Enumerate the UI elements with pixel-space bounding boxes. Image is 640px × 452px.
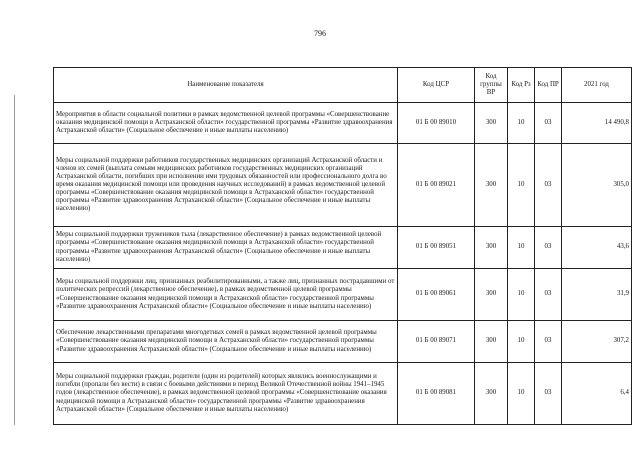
row-amount: 307,2: [562, 321, 632, 363]
row-rz: 10: [508, 103, 535, 144]
table-row: [54, 144, 632, 227]
row-name: Меры социальной поддержки тружеников тыла (лекарственное обеспечение) в рамках ведомственной целевой программы «Совершенствование оказания медицинской помощи в Астраханской области» государственной программы «Развитие здравоохранения Астраханской области» (Социальное обеспечение и иные выплаты населению): [54, 227, 398, 269]
table-header-row: [54, 68, 632, 103]
row-csr: 01 Б 00 89010: [398, 103, 475, 144]
header-name: Наименование показателя: [54, 68, 398, 103]
row-csr: 01 Б 00 89021: [398, 144, 475, 227]
margin-line: [14, 95, 15, 425]
row-rz: 10: [508, 227, 535, 269]
row-vr: 300: [475, 227, 508, 269]
row-rz: 10: [508, 144, 535, 227]
row-pr: 03: [535, 363, 562, 425]
row-pr: 03: [535, 227, 562, 269]
row-amount: 31,9: [562, 269, 632, 321]
row-pr: 03: [535, 269, 562, 321]
row-vr: 300: [475, 321, 508, 363]
table-row: [54, 363, 632, 425]
page-number: 796: [314, 29, 326, 38]
header-pr: Код ПР: [535, 68, 562, 103]
row-vr: 300: [475, 103, 508, 144]
header-vr: Код группы ВР: [475, 68, 508, 103]
row-csr: 01 Б 00 89051: [398, 227, 475, 269]
header-rz: Код Рз: [508, 68, 535, 103]
row-rz: 10: [508, 321, 535, 363]
row-amount: 6,4: [562, 363, 632, 425]
row-amount: 43,6: [562, 227, 632, 269]
row-name: Меры социальной поддержки граждан, родители (один из родителей) которых являлись военнослужащими и погибли (пропали без вести) в связи с боевыми действиями в период Великой Отечественной войны 1941–1945 годов (лекарственное обеспечение), в рамках ведомственной целевой программы «Совершенствование оказания медицинской помощи в Астраханской области» государственной программы «Развитие здравоохранения Астраханской области» (Социальное обеспечение и иные выплаты населению): [54, 363, 398, 425]
row-rz: 10: [508, 269, 535, 321]
header-csr: Код ЦСР: [398, 68, 475, 103]
budget-table: [53, 67, 632, 425]
row-vr: 300: [475, 363, 508, 425]
row-amount: 305,0: [562, 144, 632, 227]
row-amount: 14 490,8: [562, 103, 632, 144]
row-name: Мероприятия в области социальной политики в рамках ведомственной целевой программы «Совершенствование оказания медицинской помощи в Астраханской области» государственной программы «Развитие здравоохранения Астраханской области» (Социальное обеспечение и иные выплаты населению): [54, 103, 398, 144]
row-name: Меры социальной поддержки лиц, признанных реабилитированными, а также лиц, признанных пострадавшими от политических репрессий (лекарственное обеспечение), в рамках ведомственной целевой программы «Совершенствование оказания медицинской помощи в Астраханской области» государственной программы «Развитие здравоохранения Астраханской области» (Социальное обеспечение и иные выплаты населению): [54, 269, 398, 321]
table-row: [54, 321, 632, 363]
row-csr: 01 Б 00 89061: [398, 269, 475, 321]
row-pr: 03: [535, 321, 562, 363]
table-row: [54, 227, 632, 269]
row-csr: 01 Б 00 89071: [398, 321, 475, 363]
header-year: 2021 год: [562, 68, 632, 103]
row-rz: 10: [508, 363, 535, 425]
row-vr: 300: [475, 269, 508, 321]
row-name: Обеспечение лекарственными препаратами многодетных семей в рамках ведомственной целевой программы «Совершенствование оказания медицинской помощи в Астраханской области» государственной программы «Развитие здравоохранения Астраханской области» (Социальное обеспечение и иные выплаты населению): [54, 321, 398, 363]
row-pr: 03: [535, 103, 562, 144]
row-vr: 300: [475, 144, 508, 227]
row-csr: 01 Б 00 89081: [398, 363, 475, 425]
table-row: [54, 269, 632, 321]
row-pr: 03: [535, 144, 562, 227]
table-row: [54, 103, 632, 144]
row-name: Меры социальной поддержки работников государственных медицинских организаций Астраханской области и членов их семей (выплата семьям медицинских работников государственных медицинских организаций Астраханской области, погибших при исполнении ими трудовых обязанностей или профессионального долга во время оказания медицинской помощи или проведения научных исследований) в рамках ведомственной целевой программы «Совершенствование оказания медицинской помощи в Астраханской области» государственной программы «Развитие здравоохранения Астраханской области» (Социальное обеспечение и иные выплаты населению): [54, 144, 398, 227]
